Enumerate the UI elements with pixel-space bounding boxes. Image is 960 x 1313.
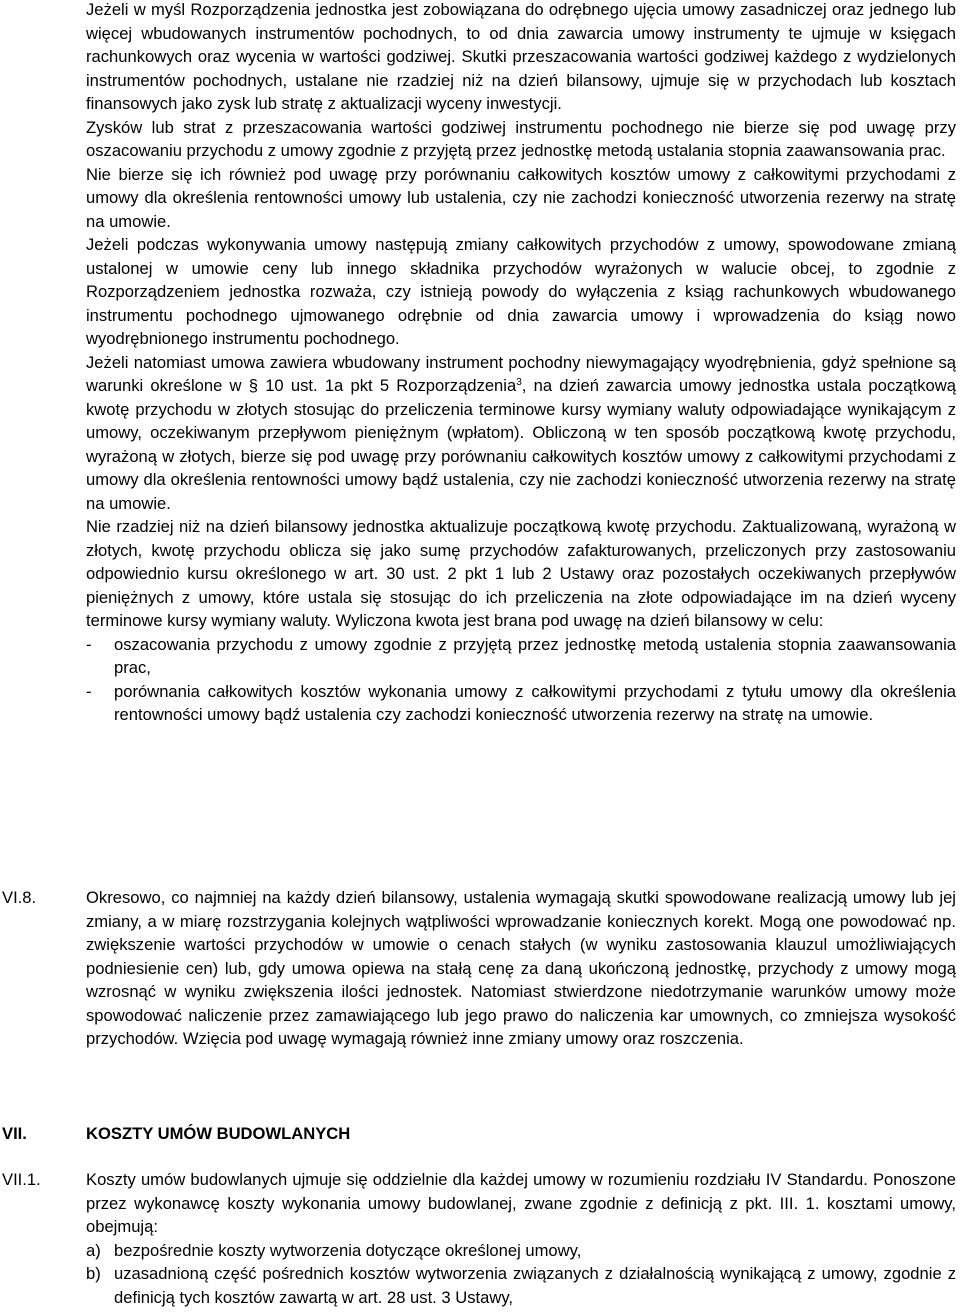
section-vii1-text: Koszty umów budowlanych ujmuje się oddzielnie dla każdej umowy w rozumieniu rozdziału IV Standardu. Ponoszone przez wykonawcę koszty wykonania umowy budowlanej, zwane zgodnie z definicją z pkt. III. 1. kosztami umowy, obejmują: — [86, 1170, 956, 1236]
paragraph-embedded-derivatives: Jeżeli w myśl Rozporządzenia jednostka jest zobowiązana do odrębnego ujęcia umowy zasadniczej oraz jednego lub więcej wbudowanych instrumentów pochodnych, to od dnia zawarcia umowy instrumenty te ujmuje w księgach rachunkowych oraz wycenia w wartości godziwej. Skutki przeszacowania wartości godziwej każdego z wydzielonych instrumentów pochodnych, ustalane nie rzadziej niż na dzień bilansowy, ujmuje się w przychodach lub kosztach finansowych jako zysk lub stratę z aktualizacji wyceny inwestycji. — [86, 0, 956, 113]
paragraph-initial-revenue-part2: , na dzień zawarcia umowy jednostka ustala początkową kwotę przychodu w złotych stosując do przeliczenia terminowe kursy wymiany waluty odpowiadające wynikającym z umowy, oczekiwanym przepływom pieniężnym (wpłatom). Obliczoną w ten sposób początkową kwotę przychodu, wyrażoną w złotych, bierze się pod uwagę przy porównaniu całkowitych kosztów umowy z całkowitymi przychodami z umowy dla określenia rentowności umowy bądź ustalenia, czy nie zachodzi konieczność utworzenia rezerwy na stratę na umowie. — [86, 376, 956, 513]
footnote-ref: 3 — [516, 377, 522, 388]
section-number-vii1: VII.1. — [2, 1170, 41, 1189]
section-vi8-text: Okresowo, co najmniej na każdy dzień bilansowy, ustalenia wymagają skutki spowodowane realizacją umowy lub jej zmiany, a w miarę rozstrzygania kolejnych wątpliwości wprowadzanie koniecznych korekt. Mogą one powodować np. zwiększenie wartości przychodów w umowie o cenach stałych (w wyniku zastosowania klauzul umożliwiających podniesienie cen) lub, gdy umowa opiewa na stałą cenę za daną ukończoną jednostkę, przychody z umowy mogą wzrosnąć w wyniku zwiększenia ilości jednostek. Natomiast stwierdzone niedotrzymanie warunków umowy może spowodować naliczenie przez zamawiającego lub jego prawo do naliczenia kar umownych, co zmniejsza wysokość przychodów. Wzięcia pod uwagę wymagają również inne zmiany umowy oraz roszczenia. — [86, 888, 956, 1048]
list-item-text: porównania całkowitych kosztów wykonania umowy z całkowitymi przychodami z tytułu umowy dla określenia rentowności umowy bądź ustalenia czy zachodzi konieczność utworzenia rezerwy na stratę na umowie. — [114, 681, 956, 724]
list-item — [86, 633, 956, 680]
list-dash: - — [86, 634, 92, 654]
list-marker: a) — [86, 1240, 101, 1260]
section-vii-heading: KOSZTY UMÓW BUDOWLANYCH — [86, 1124, 351, 1143]
paragraph-total-costs: Nie bierze się ich również pod uwagę przy porównaniu całkowitych kosztów umowy z całkowitymi przychodami z umowy dla określenia rentowności umowy lub ustalenia, czy nie zachodzi konieczność utworzenia rezerwy na stratę na umowie. — [86, 164, 956, 231]
paragraph-update-revenue: Nie rzadziej niż na dzień bilansowy jednostka aktualizuje początkową kwotę przychodu. Zaktualizowaną, wyrażoną w złotych, kwotę przychodu oblicza się jako sumę przychodów zafakturowanych, przeliczonych przy zastosowaniu odpowiednio kursu określonego w art. 30 ust. 2 pkt 1 lub 2 Ustawy oraz pozostałych oczekiwanych przepływów pieniężnych z umowy, które ustala się stosując do ich przeliczenia na złote odpowiadające im na dzień wyceny terminowe kursy wymiany waluty. Wyliczona kwota jest brana pod uwagę na dzień bilansowy w celu: — [86, 517, 956, 630]
paragraph-currency-changes: Jeżeli podczas wykonywania umowy następują zmiany całkowitych przychodów z umowy, spowodowane zmianą ustalonej w umowie ceny lub innego składnika przychodów wyrażonych w walucie obcej, to zgodnie z Rozporządzeniem jednostka rozważa, czy istnieją powody do wyłączenia z ksiąg rachunkowych wbudowanego instrumentu pochodnego ujmowanego odrębnie od dnia zawarcia umowy i wprowadzenia do ksiąg nowo wyodrębnionego instrumentu pochodnego. — [86, 235, 956, 348]
list-item-text: uzasadnioną część pośrednich kosztów wytworzenia związanych z działalnością wynikającą z umowy, zgodnie z definicją tych kosztów zawartą w art. 28 ust. 3 Ustawy, — [114, 1264, 956, 1307]
intro-block — [86, 0, 956, 727]
section-vi8-block — [86, 886, 956, 1051]
section-number-vi8: VI.8. — [2, 888, 37, 907]
list-item — [86, 680, 956, 727]
list-item — [86, 1262, 956, 1309]
list-item-text: oszacowania przychodu z umowy zgodnie z przyjętą przez jednostkę metodą ustalenia stopnia zaawansowania prac, — [114, 634, 956, 677]
paragraph-initial-revenue — [86, 351, 956, 516]
section-vii1-block — [86, 1168, 956, 1309]
list-item-text: bezpośrednie koszty wytworzenia dotyczące określonej umowy, — [114, 1240, 582, 1260]
list-marker: b) — [86, 1264, 101, 1283]
list-item — [86, 1239, 956, 1263]
paragraph-initial-revenue-part1: Jeżeli natomiast umowa zawiera wbudowany instrument pochodny niewymagający wyodrębnienia, gdyż spełnione są warunki określone w § 10 ust. 1a pkt 5 Rozporządzenia — [86, 352, 956, 395]
list-dash: - — [86, 681, 92, 701]
section-number-vii: VII. — [2, 1124, 27, 1143]
paragraph-gains-losses: Zysków lub strat z przeszacowania wartości godziwej instrumentu pochodnego nie bierze się pod uwagę przy oszacowaniu przychodu z umowy zgodnie z przyjętą przez jednostkę metodą ustalania stopnia zaawansowania prac. — [86, 117, 956, 160]
